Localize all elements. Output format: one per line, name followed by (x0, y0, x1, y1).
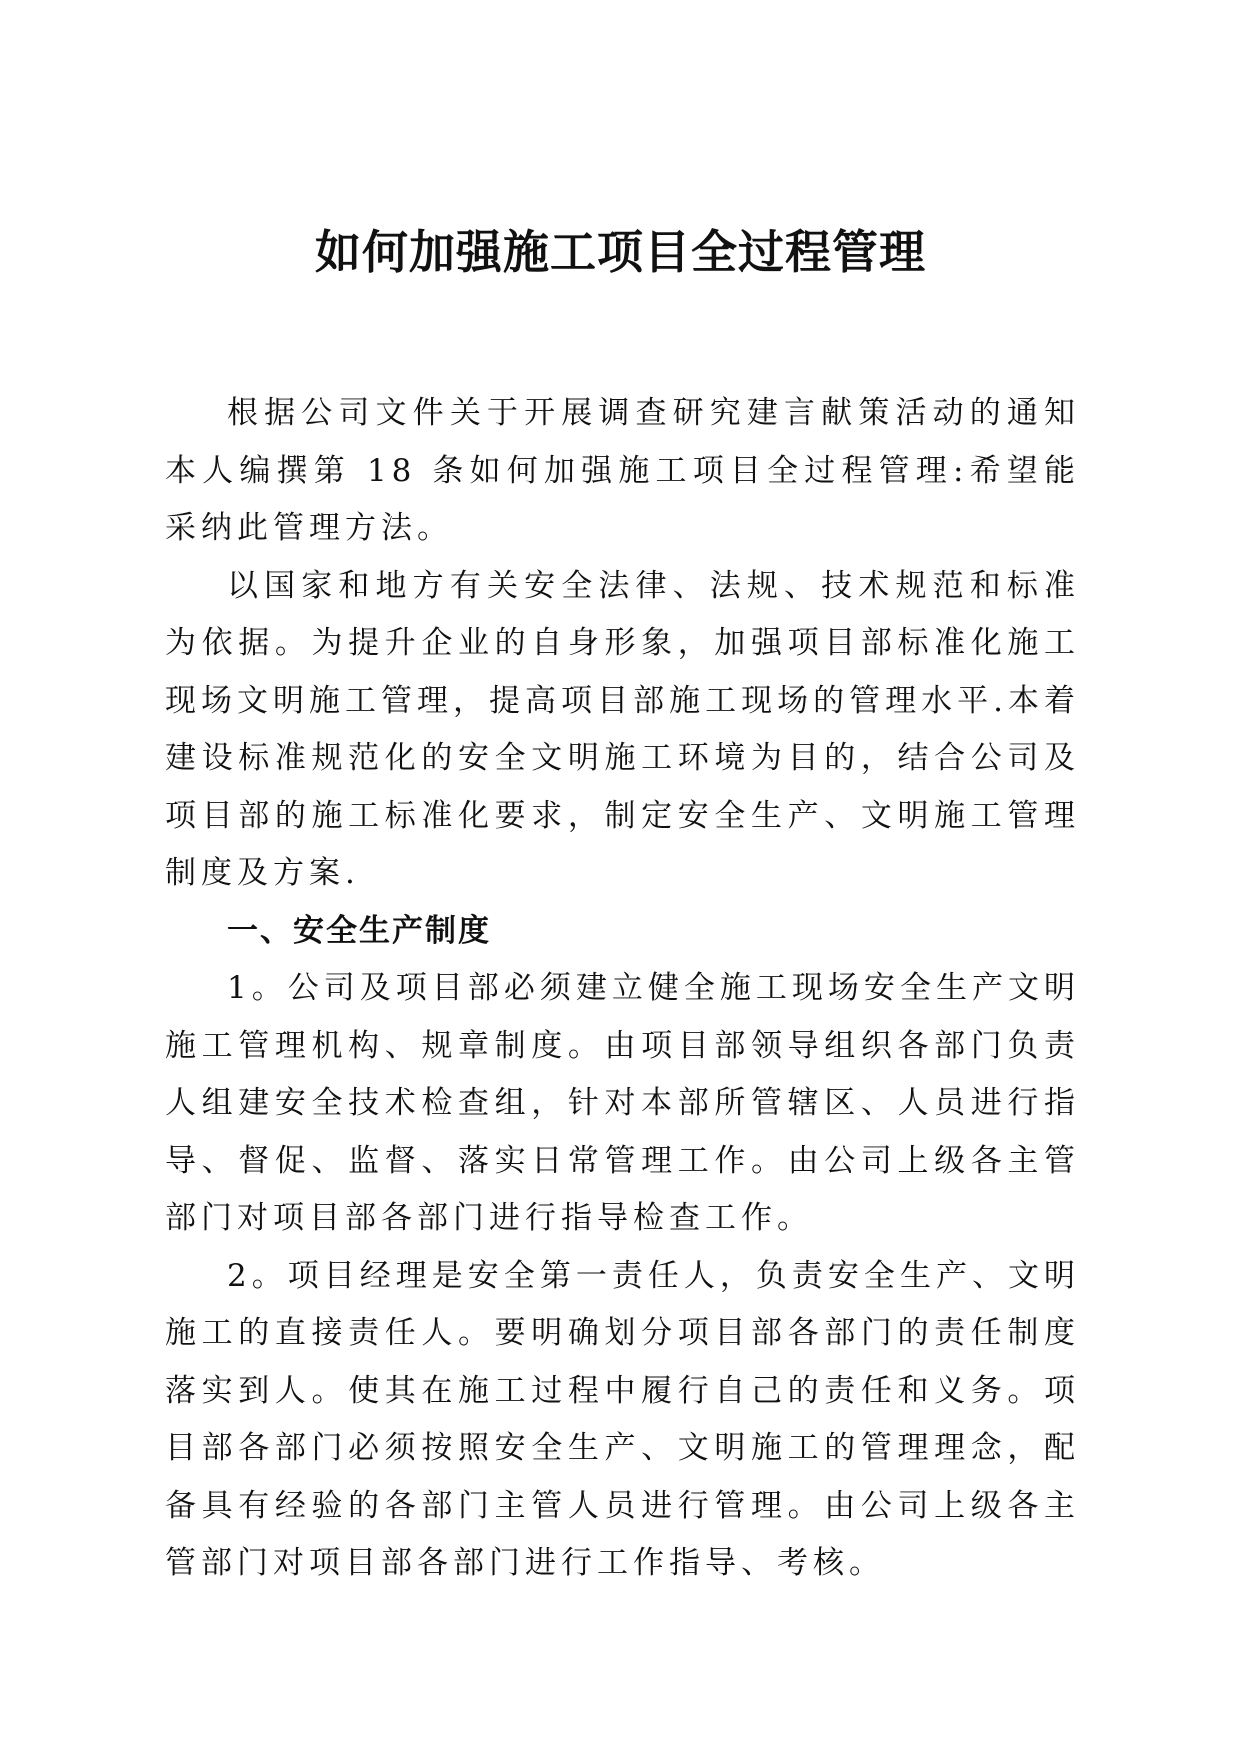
document-title: 如何加强施工项目全过程管理 (315, 225, 926, 279)
section-item-1: 1。公司及项目部必须建立健全施工现场安全生产文明施工管理机构、规章制度。由项目部领导组织各部门负责人组建安全技术检查组，针对本部所管辖区、人员进行指导、督促、监督、落实日常管理工作。由公司上级各主管部门对项目部各部门进行指导检查工作。 (165, 970, 1080, 1236)
section-heading: 一、安全生产制度 (227, 912, 491, 949)
basis-paragraph: 以国家和地方有关安全法律、法规、技术规范和标准为依据。为提升企业的自身形象，加强项目部标准化施工现场文明施工管理，提高项目部施工现场的管理水平.本着建设标准规范化的安全文明施工环境为目的，结合公司及项目部的施工标准化要求，制定安全生产、文明施工管理制度及方案. (165, 567, 1080, 891)
section-item-2: 2。项目经理是安全第一责任人，负责安全生产、文明施工的直接责任人。要明确划分项目部各部门的责任制度落实到人。使其在施工过程中履行自己的责任和义务。项目部各部门必须按照安全生产、文明施工的管理理念，配备具有经验的各部门主管人员进行管理。由公司上级各主管部门对项目部各部门进行工作指导、考核。 (165, 1257, 1080, 1581)
intro-paragraph: 根据公司文件关于开展调查研究建言献策活动的通知本人编撰第 18 条如何加强施工项目全过程管理:希望能采纳此管理方法。 (165, 395, 1080, 546)
document-body (165, 385, 1080, 1593)
